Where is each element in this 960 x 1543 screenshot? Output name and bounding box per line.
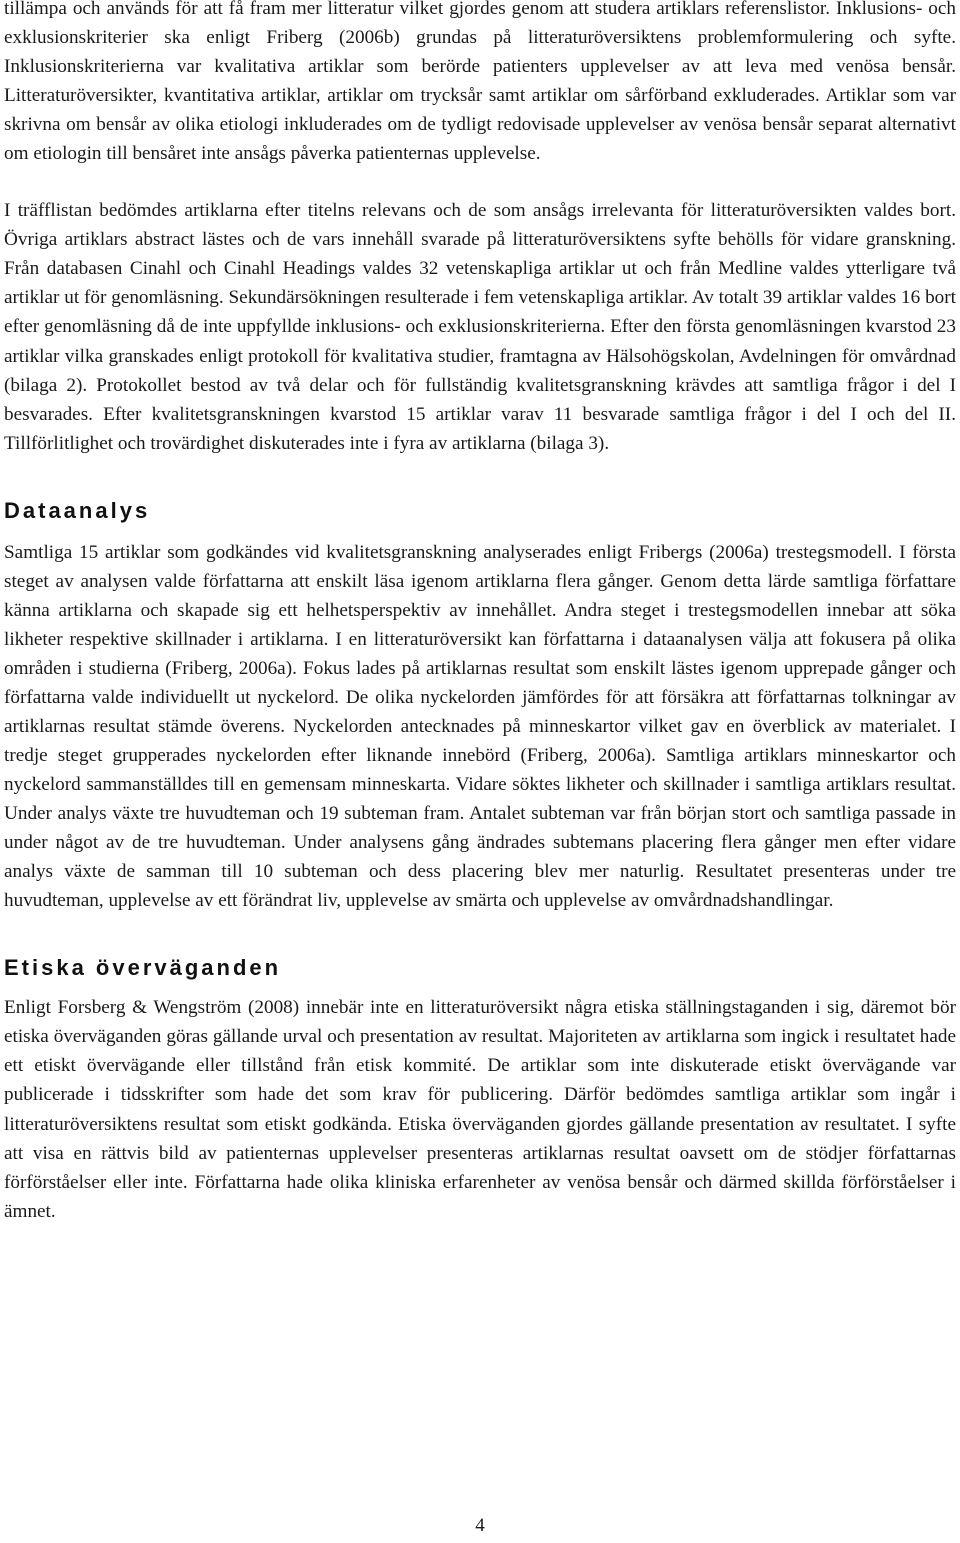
paragraph-gap [4,168,956,196]
intro-paragraph-2: I träfflistan bedömdes artiklarna efter titelns relevans och de som ansågs irrelevanta för litteraturöversikten valdes bort. Övriga artiklars abstract lästes och de vars innehåll svarade på litteraturöversiktens syfte behölls för vidare granskning. Från databasen Cinahl och Cinahl Headings valdes 32 vetenskapliga artiklar ut och från Medline valdes ytterligare två artiklar ut för genomläsning. Sekundärsökningen resulterade i fem vetenskapliga artiklar. Av totalt 39 artiklar valdes 16 bort efter genomläsning då de inte uppfyllde inklusions- och exklusionskriterierna. Efter den första genomläsningen kvarstod 23 artiklar vilka granskades enligt protokoll för kvalitativa studier, framtagna av Hälsohögskolan, Avdelningen för omvårdnad (bilaga 2). Protokollet bestod av två delar och för fullständig kvalitetsgranskning krävdes att samtliga frågor i del I besvarades. Efter kvalitetsgranskningen kvarstod 15 artiklar varav 11 besvarade samtliga frågor i del I och del II. Tillförlitlighet och trovärdighet diskuterades inte i fyra av artiklarna (bilaga 3). [4,200,956,454]
etiska-heading: Etiska överväganden [4,955,282,981]
dataanalys-paragraph: Samtliga 15 artiklar som godkändes vid kvalitetsgranskning analyserades enligt Fribergs (2006a) trestegsmodell. I första steget av analysen valde författarna att enskilt läsa igenom artiklarna flera gånger. Genom detta lärde samtliga författare känna artiklarna och skapade sig ett helhetsperspektiv av innehållet. Andra steget i trestegsmodellen innebar att söka likheter respektive skillnader i artiklarna. I en litteraturöversikt kan författarna i dataanalysen välja att fokusera på olika områden i studierna (Friberg, 2006a). Fokus lades på artiklarnas resultat som enskilt lästes igenom upprepade gånger och författarna valde individuellt ut nyckelord. De olika nyckelorden jämfördes för att försäkra att författarnas tolkningar av artiklarnas resultat stämde överens. Nyckelorden antecknades på minneskartor vilket gav en överblick av materialet. I tredje steget grupperades nyckelorden efter liknande innebörd (Friberg, 2006a). Samtliga artiklars minneskartor och nyckelord sammanställdes till en gemensam minneskarta. Vidare söktes likheter och skillnader i samtliga artiklars resultat. Under analys växte tre huvudteman och 19 subteman fram. Antalet subteman var från början stort och samtliga passade in under något av de tre huvudteman. Under analysens gång ändrades subtemans placering flera gånger men efter vidare analys växte de samman till 10 subteman och dess placering blev mer naturlig. Resultatet presenteras under tre huvudteman, upplevelse av ett förändrat liv, upplevelse av smärta och upplevelse av omvårdnadshandlingar. [4,541,956,912]
etiska-paragraph: Enligt Forsberg & Wengström (2008) innebär inte en litteraturöversikt några etiska ställningstaganden i sig, däremot bör etiska överväganden göras gällande urval och presentation av resultat. Majoriteten av artiklarna som ingick i resultatet hade ett etiskt övervägande eller tillstånd från etisk kommité. De artiklar som inte diskuterade etiskt övervägande var publicerade i tidsskrifter som hade det som krav för publicering. Därför bedömdes samtliga artiklar som ingår i litteraturöversiktens resultat som etiskt godkända. Etiska överväganden gjordes gällande presentation av resultatet. I syfte att visa en rättvis bild av patienternas upplevelser presenteras artiklarnas resultat oavsett om de stödjer författarnas förförståelser eller inte. Författarna hade olika kliniska erfarenheter av venösa bensår och därmed skillda förförståelser i ämnet. [4,997,956,1222]
dataanalys-heading: Dataanalys [4,497,151,523]
page-number: 4 [475,1515,485,1536]
intro-paragraph-1: tillämpa och används för att få fram mer litteratur vilket gjordes genom att studera artiklars referenslistor. Inklusions- och exklusionskriterier ska enligt Friberg (2006b) grundas på litteraturöversiktens problemformulering och syfte. Inklusionskriterierna var kvalitativa artiklar som berörde patienters upplevelser av att leva med venösa bensår. Litteraturöversikter, kvantitativa artiklar, artiklar om trycksår samt artiklar om sårförband exkluderades. Artiklar som var skrivna om bensår av olika etiologi inkluderades om de tydligt redovisade upplevelser av venösa bensår separat alternativt om etiologin till bensåret inte ansågs påverka patienternas upplevelse. [4,0,956,165]
